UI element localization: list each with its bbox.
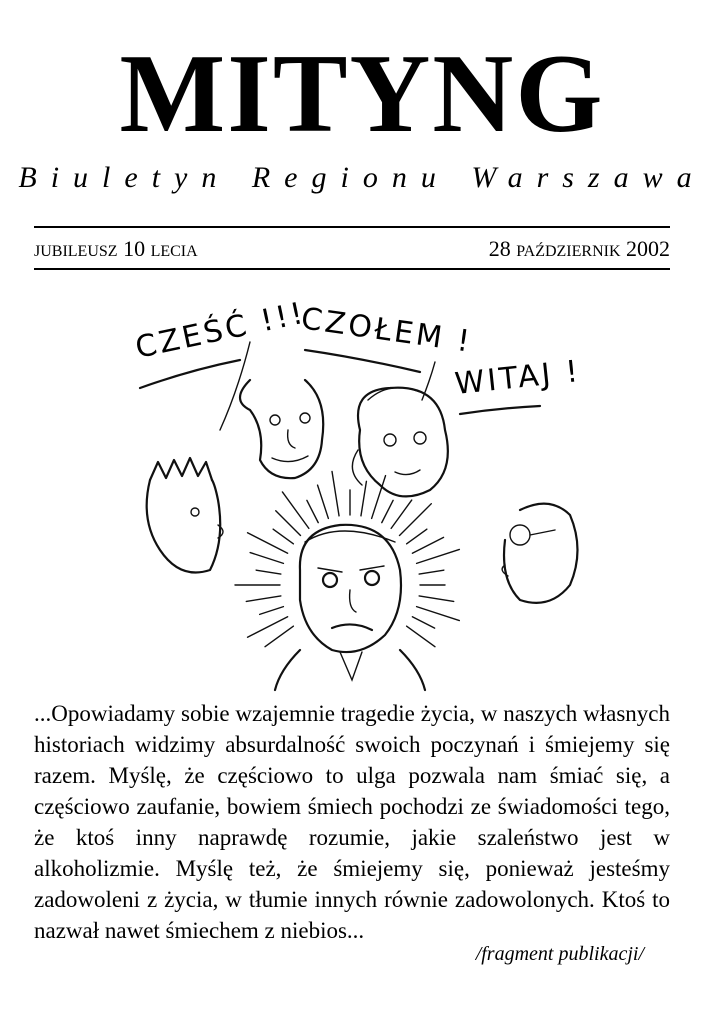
glow-ray	[419, 570, 444, 574]
speech-stroke	[460, 406, 540, 414]
glow-ray	[307, 500, 318, 522]
issue-jubilee	[34, 234, 198, 267]
issue-date	[489, 234, 670, 267]
masthead-title: MITYNG	[119, 32, 605, 156]
glow-ray	[407, 626, 435, 647]
masthead-subtitle: Biuletyn Regionu Warszawa	[18, 161, 706, 194]
glow-ray	[256, 570, 281, 574]
face-upper-right	[352, 388, 447, 497]
jubilee-number: 10	[123, 236, 146, 261]
article-credit: /fragment publikacji/	[475, 943, 644, 965]
glow-ray	[265, 626, 293, 647]
article-text: ...Opowiadamy sobie wzajemnie tragedie życia, w naszych własnych historiach widzimy absurdalność swoich poczynań i śmiejemy się razem. Myślę, że częściowo to ulga pozwala nam śmiać się, a częściowo zaufanie, bowiem śmiech pochodzi ze świadomości tego, że ktoś inny naprawdę rozumie, jakie szaleństwo jest w alkoholizmie. Myślę też, że śmiejemy się, ponieważ jesteśmy zadowoleni z życia, w tłumie innych równie zadowolonych. Ktoś to nazwał nawet śmiechem z niebios...	[34, 701, 670, 943]
glow-ray	[372, 476, 386, 519]
date-day: 28	[488, 236, 511, 261]
cartoon-illustration	[100, 280, 620, 692]
glow-ray	[332, 471, 339, 515]
date-month: PAŹDZIERNIK	[516, 243, 621, 260]
glow-ray	[417, 549, 460, 563]
cartoon-drawing	[100, 280, 620, 692]
glow-ray	[276, 511, 301, 536]
glow-ray	[407, 529, 427, 544]
glow-ray	[382, 500, 393, 522]
glow-ray	[419, 596, 454, 601]
shout-czolem: CZOŁEM !	[298, 301, 475, 360]
glow-ray	[250, 553, 283, 564]
speech-stroke	[140, 360, 240, 388]
glow-ray	[282, 492, 308, 528]
jubilee-suffix: LECIA	[150, 243, 198, 260]
face-right	[502, 504, 577, 603]
glow-ray	[318, 485, 329, 518]
jubilee-prefix: JUBILEUSZ	[34, 243, 118, 260]
glow-ray	[399, 504, 431, 536]
article-excerpt	[34, 698, 670, 946]
glow-ray	[412, 537, 443, 553]
shout-czesc: CZEŚĆ !!!	[132, 295, 309, 366]
glow-ray	[417, 607, 460, 621]
face-left	[147, 458, 223, 573]
glow-ray	[273, 529, 293, 544]
date-year: 2002	[626, 236, 670, 261]
speech-stroke	[305, 350, 420, 372]
glow-ray	[260, 607, 284, 615]
glow-ray	[412, 617, 434, 628]
shout-witaj: WITAJ !	[453, 353, 583, 402]
header-rule-top	[34, 226, 670, 228]
face-upper-left	[240, 380, 323, 478]
face-center-radiant	[235, 471, 459, 690]
glow-ray	[391, 500, 412, 528]
glow-ray	[246, 596, 281, 601]
glow-ray	[361, 481, 366, 516]
header-rule-bottom	[34, 268, 670, 270]
